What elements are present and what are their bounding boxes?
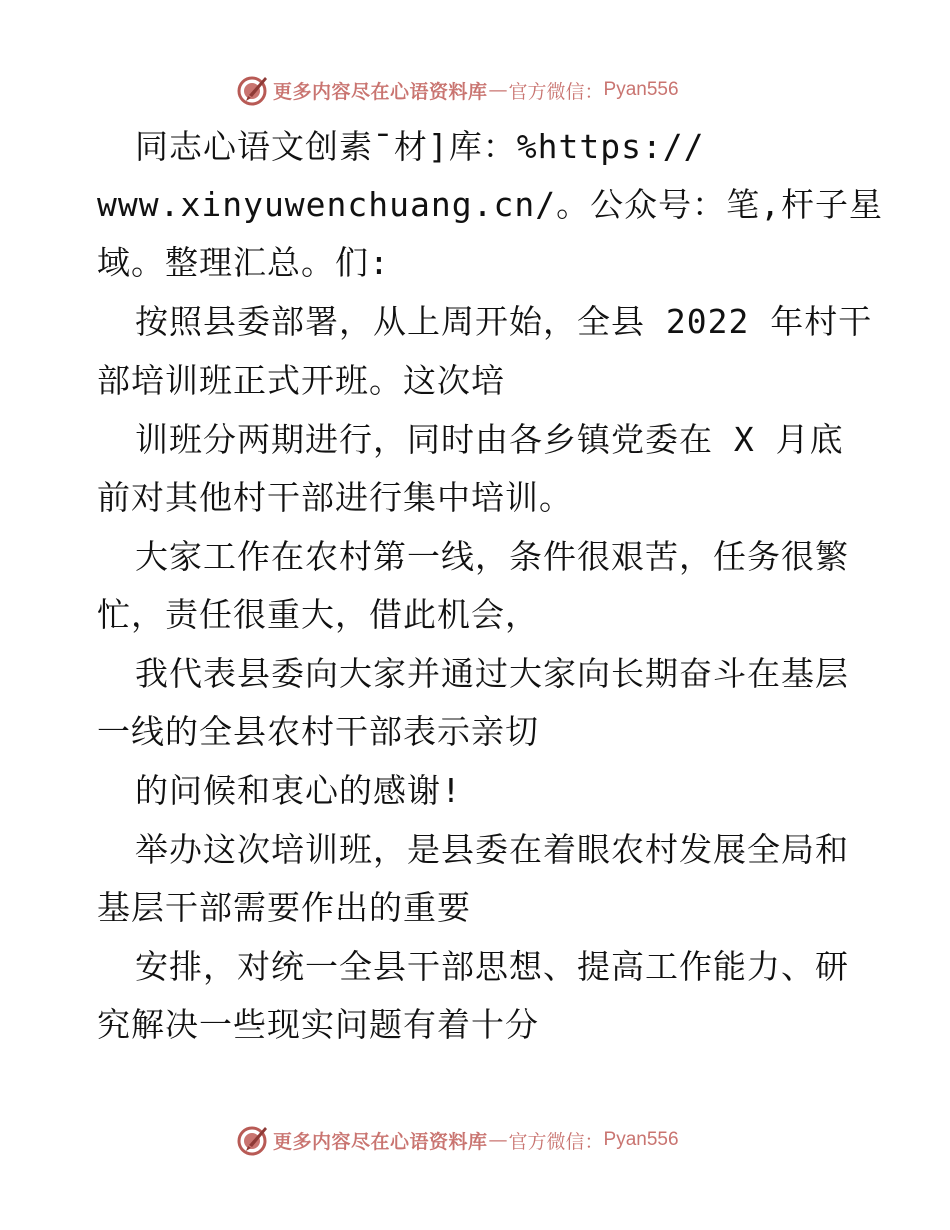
text-line-9: 忙，责任很重大，借此机会， xyxy=(97,595,539,634)
text-line-16: 究解决一些现实问题有着十分 xyxy=(97,1005,539,1044)
quill-logo-icon xyxy=(236,1123,270,1157)
text-line-5: 部培训班正式开班。这次培 xyxy=(97,361,505,400)
banner-wechat-label: 官方微信： xyxy=(508,80,604,103)
text-line-14: 基层干部需要作出的重要 xyxy=(97,888,471,927)
banner-separator: — xyxy=(488,79,508,101)
banner-wechat-id: Pyan556 xyxy=(603,1129,679,1150)
text-line-10: 我代表县委向大家并通过大家向长期奋斗在基层 xyxy=(135,654,849,693)
text-line-12: 的问候和衷心的感谢! xyxy=(135,771,462,810)
text-line-11: 一线的全县农村干部表示亲切 xyxy=(97,712,539,751)
text-line-1: 同志心语文创素¯材]库：%https:// xyxy=(135,127,705,166)
text-line-15: 安排，对统一全县干部思想、提高工作能力、研 xyxy=(135,947,849,986)
header-banner xyxy=(236,73,679,107)
text-line-7: 前对其他村干部进行集中培训。 xyxy=(97,478,573,517)
footer-banner xyxy=(236,1123,679,1157)
text-line-4: 按照县委部署，从上周开始，全县 2022 年村干 xyxy=(135,302,873,341)
banner-wechat-id: Pyan556 xyxy=(603,79,679,100)
text-line-13: 举办这次培训班，是县委在着眼农村发展全局和 xyxy=(135,830,849,869)
text-line-8: 大家工作在农村第一线，条件很艰苦，任务很繁 xyxy=(135,537,849,576)
text-line-2: www.xinyuwenchuang.cn/。公众号：笔,杆子星 xyxy=(97,185,883,224)
banner-wechat-label: 官方微信： xyxy=(508,1130,604,1153)
text-line-3: 域。整理汇总。们: xyxy=(97,243,390,282)
quill-logo-icon xyxy=(236,73,270,107)
banner-separator: — xyxy=(488,1129,508,1151)
banner-title: 更多内容尽在心语资料库 xyxy=(273,80,488,103)
banner-title: 更多内容尽在心语资料库 xyxy=(273,1130,488,1153)
text-line-6: 训班分两期进行，同时由各乡镇党委在 X 月底 xyxy=(135,420,844,459)
